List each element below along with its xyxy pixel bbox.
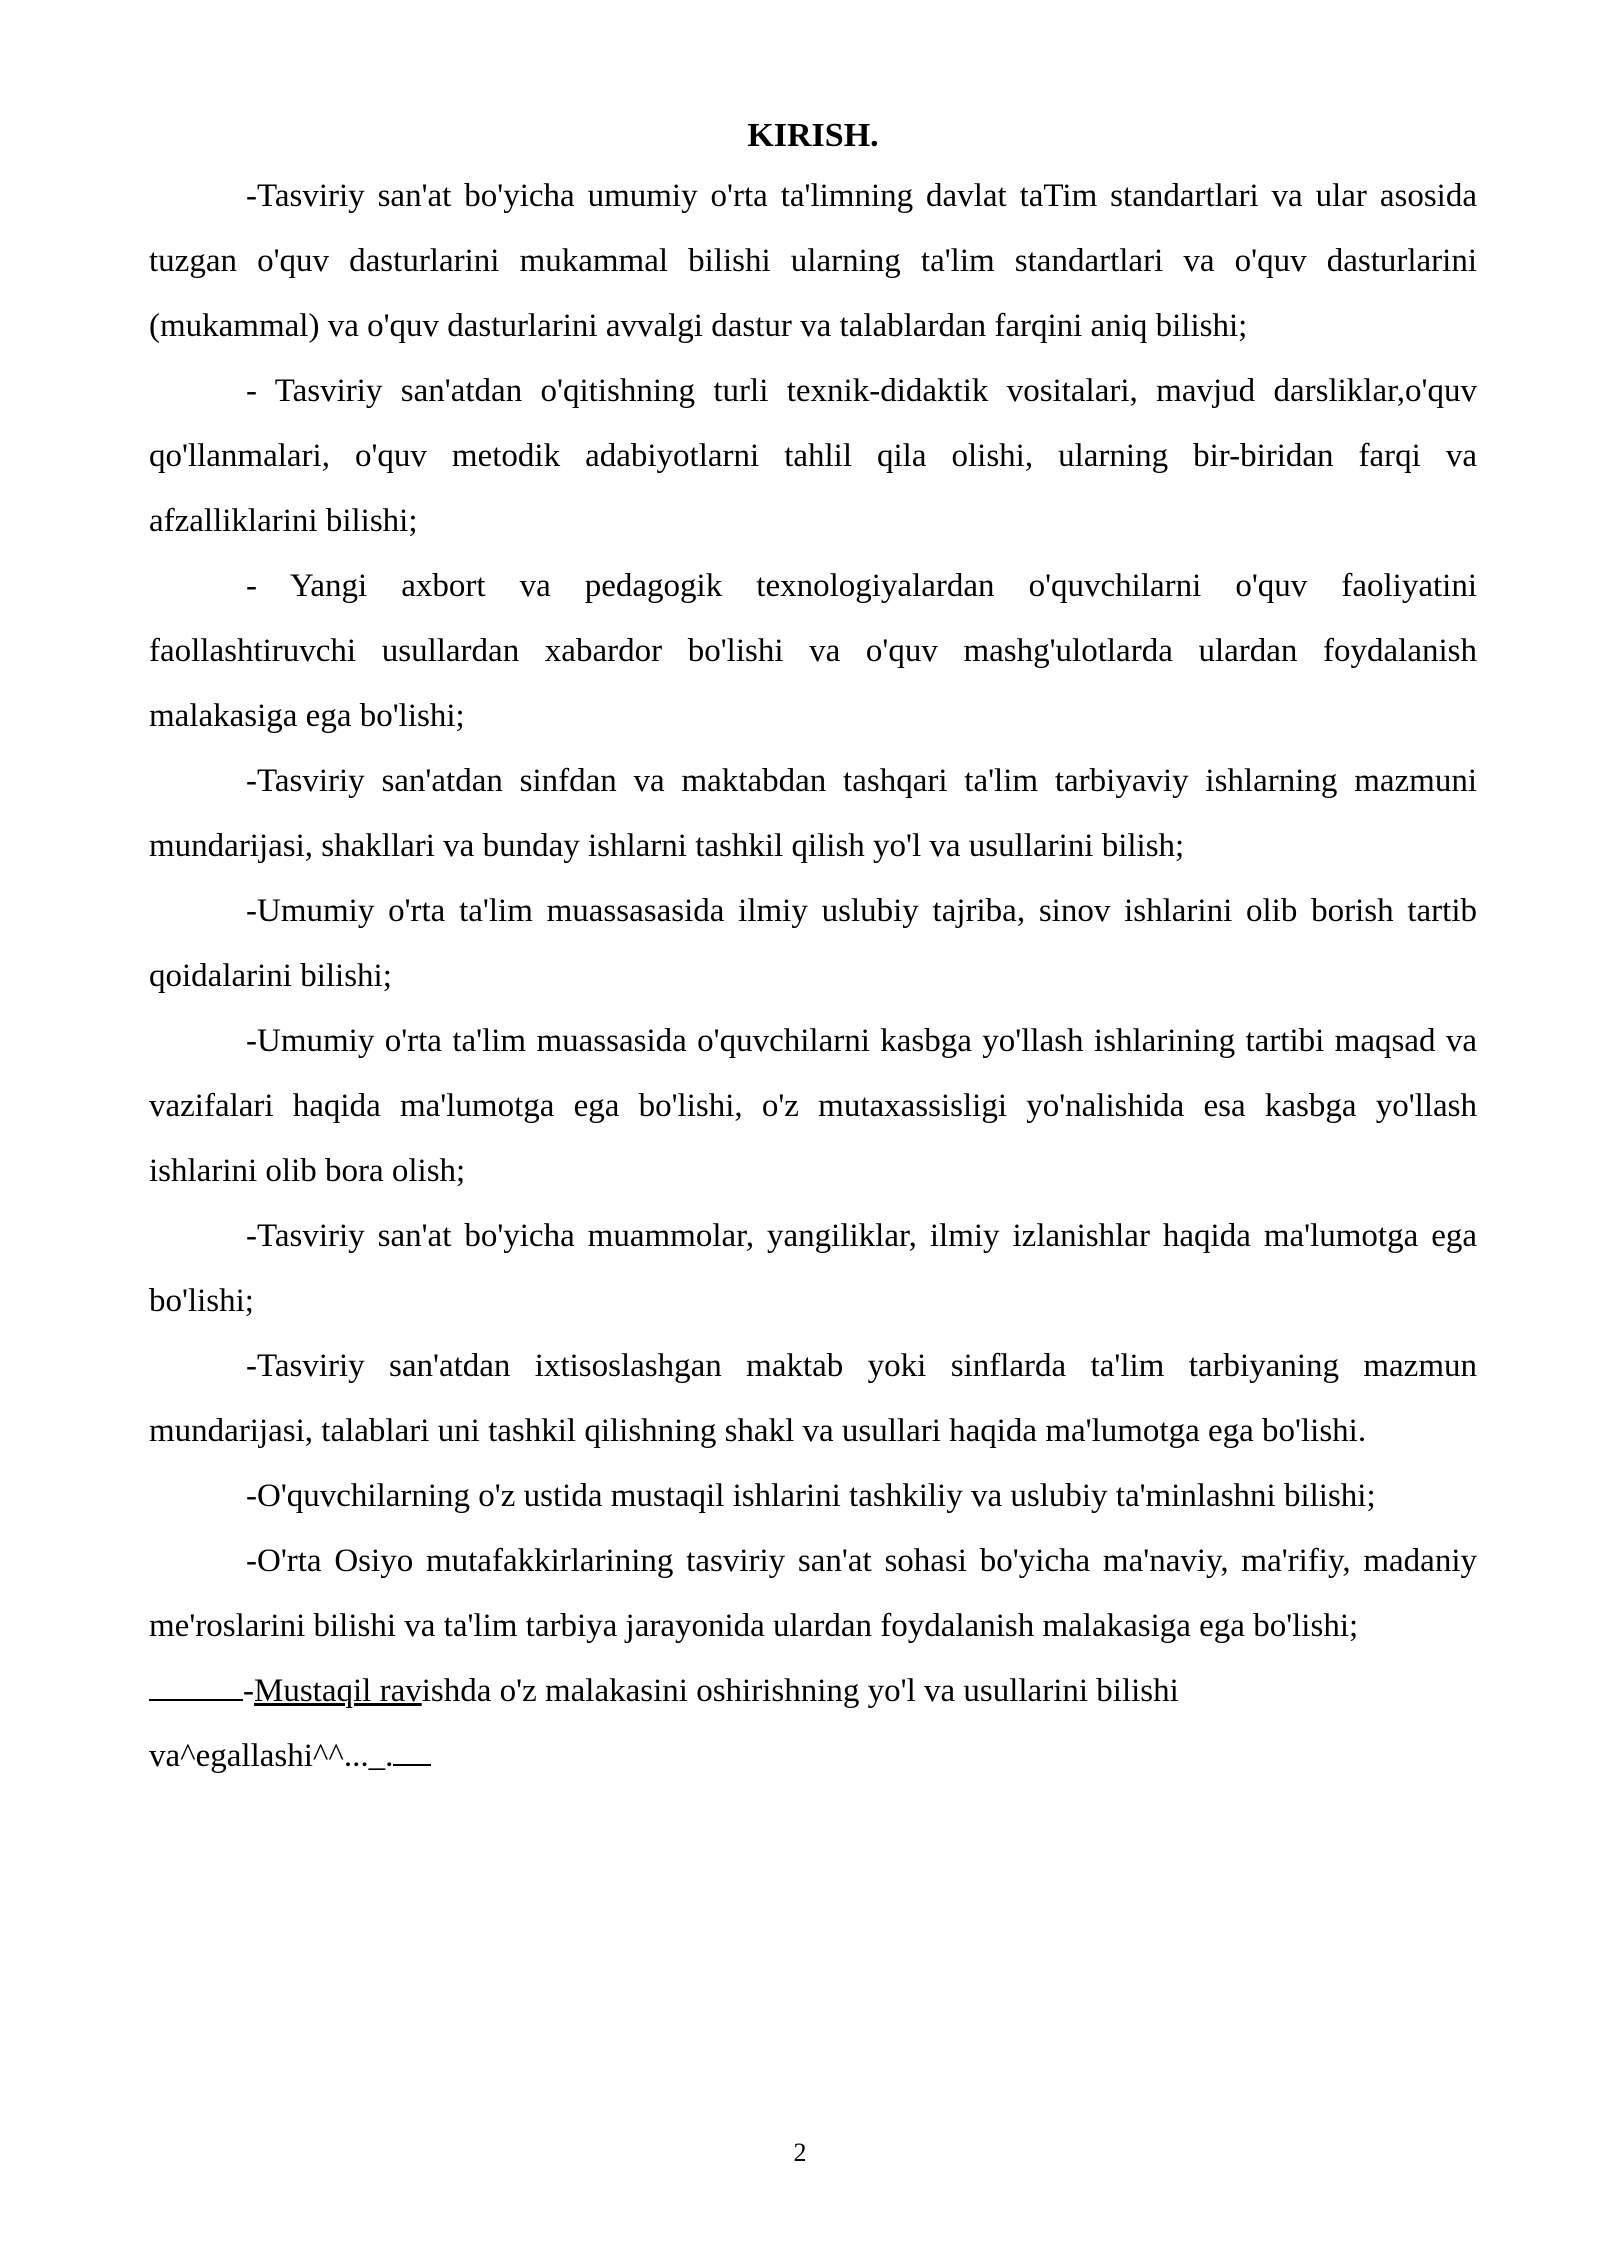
paragraph-didactic-tools: - Tasviriy san'atdan o'qitishning turli texnik-didaktik vositalari, mavjud darsliklar,o'quv qo'llanmalari, o'quv metodik adabiyotlarni tahlil qila olishi, ularning bir-biridan farqi va afzalliklarini bilishi; [149,373,1477,539]
paragraph-research: -Umumiy o'rta ta'lim muassasasida ilmiy uslubiy tajriba, sinov ishlarini olib borish tartib qoidalarini bilishi; [149,893,1477,994]
page-content [149,112,1477,1789]
page-title: KIRISH. [747,117,879,154]
paragraph-career-guidance: -Umumiy o'rta ta'lim muassasida o'quvchilarni kasbga yo'llash ishlarining tartibi maqsad va vazifalari haqida ma'lumotga ega bo'lishi, o'z mutaxassisligi yo'nalishida esa kasbga yo'llash ishlarini olib bora olish; [149,1023,1477,1189]
paragraph-problems-news: -Tasviriy san'at bo'yicha muammolar, yangiliklar, ilmiy izlanishlar haqida ma'lumotga ega bo'lishi; [149,1218,1477,1319]
page-number: 2 [793,2138,807,2167]
paragraph-central-asia-thinkers: -O'rta Osiyo mutafakkirlarining tasviriy san'at sohasi bo'yicha ma'naviy, ma'rifiy, madaniy me'roslarini bilishi va ta'lim tarbiya jarayonida ulardan foydalanish malakasiga ega bo'lishi; [149,1543,1477,1644]
self-improvement-second-line: va^egallashi^^..._. [149,1738,394,1774]
dash-text: - [243,1673,254,1709]
blank-line-end [393,1734,431,1766]
paragraph-standards: -Tasviriy san'at bo'yicha umumiy o'rta ta'limning davlat taTim standartlari va ular asosida tuzgan o'quv dasturlarini mukammal bilishi ularning ta'lim standartlari va o'quv dasturlarini (mukammal) va o'quv dasturlarini avvalgi dastur va talablardan farqini aniq bilishi; [149,178,1477,344]
self-improvement-text: ishda o'z malakasini oshirishning yo'l va usullarini bilishi [421,1673,1179,1709]
paragraph-independent-work: -O'quvchilarning o'z ustida mustaqil ishlarini tashkiliy va uslubiy ta'minlashni bilishi; [246,1478,1376,1514]
paragraph-specialized-schools: -Tasviriy san'atdan ixtisoslashgan maktab yoki sinflarda ta'lim tarbiyaning mazmun mundarijasi, talablari uni tashkil qilishning shakl va usullari haqida ma'lumotga ega bo'lishi. [149,1348,1477,1449]
underlined-text: Mustaqil rav [254,1673,422,1709]
blank-line [149,1669,243,1701]
paragraph-self-improvement [149,1659,1477,1789]
paragraph-new-technologies: - Yangi axbort va pedagogik texnologiyalardan o'quvchilarni o'quv faoliyatini faollashtiruvchi usullardan xabardor bo'lishi va o'quv mashg'ulotlarda ulardan foydalanish malakasiga ega bo'lishi; [149,568,1477,734]
paragraph-extracurricular: -Tasviriy san'atdan sinfdan va maktabdan tashqari ta'lim tarbiyaviy ishlarning mazmuni mundarijasi, shakllari va bunday ishlarni tashkil qilish yo'l va usullarini bilish; [149,763,1477,864]
